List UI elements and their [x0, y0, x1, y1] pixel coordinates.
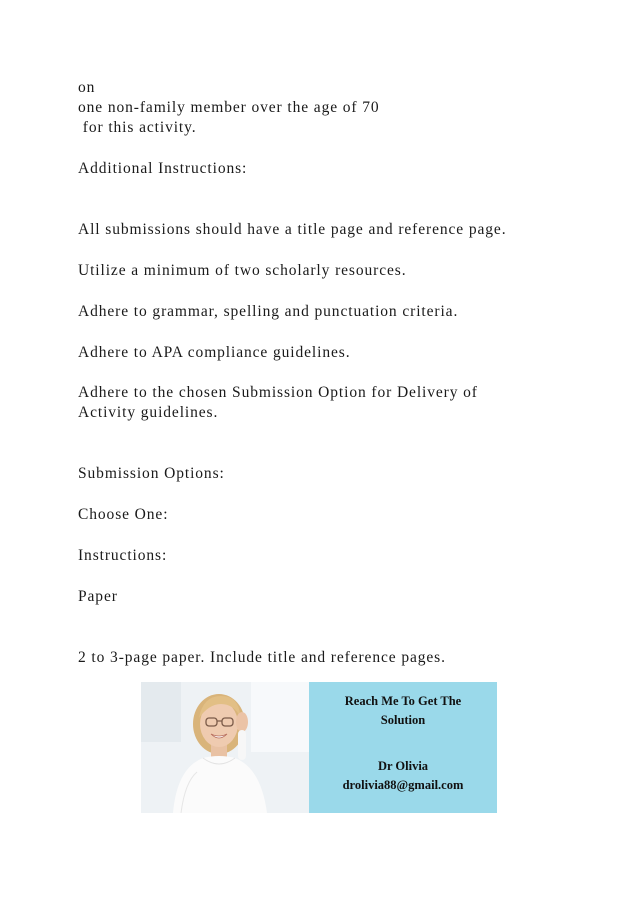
contact-name: Dr Olivia — [377, 759, 429, 773]
text-line: Utilize a minimum of two scholarly resources. — [78, 262, 407, 279]
text-line: Adhere to the chosen Submission Option for Delivery of — [78, 384, 478, 401]
contact-banner — [141, 682, 497, 813]
text-line: 2 to 3-page paper. Include title and reference pages. — [78, 649, 446, 666]
woman-photo — [141, 682, 309, 813]
text-line: Adhere to APA compliance guidelines. — [78, 344, 351, 361]
banner-headline-2: Solution — [380, 713, 426, 727]
text-line: Choose One: — [78, 506, 169, 523]
text-line: for this activity. — [78, 119, 197, 136]
text-line: one non-family member over the age of 70 — [78, 99, 380, 116]
section-heading: Additional Instructions: — [78, 160, 248, 177]
text-line: Instructions: — [78, 547, 168, 564]
contact-info-panel — [309, 682, 497, 813]
contact-email[interactable]: drolivia88@gmail.com — [342, 778, 464, 792]
section-heading: Submission Options: — [78, 465, 225, 482]
text-line: All submissions should have a title page and reference page. — [78, 221, 507, 238]
text-line: Adhere to grammar, spelling and punctuation criteria. — [78, 303, 459, 320]
text-line: on — [78, 79, 96, 96]
text-line: Activity guidelines. — [78, 404, 219, 421]
woman-illustration — [141, 682, 309, 813]
banner-headline: Reach Me To Get The — [344, 694, 462, 708]
text-line: Paper — [78, 588, 118, 605]
